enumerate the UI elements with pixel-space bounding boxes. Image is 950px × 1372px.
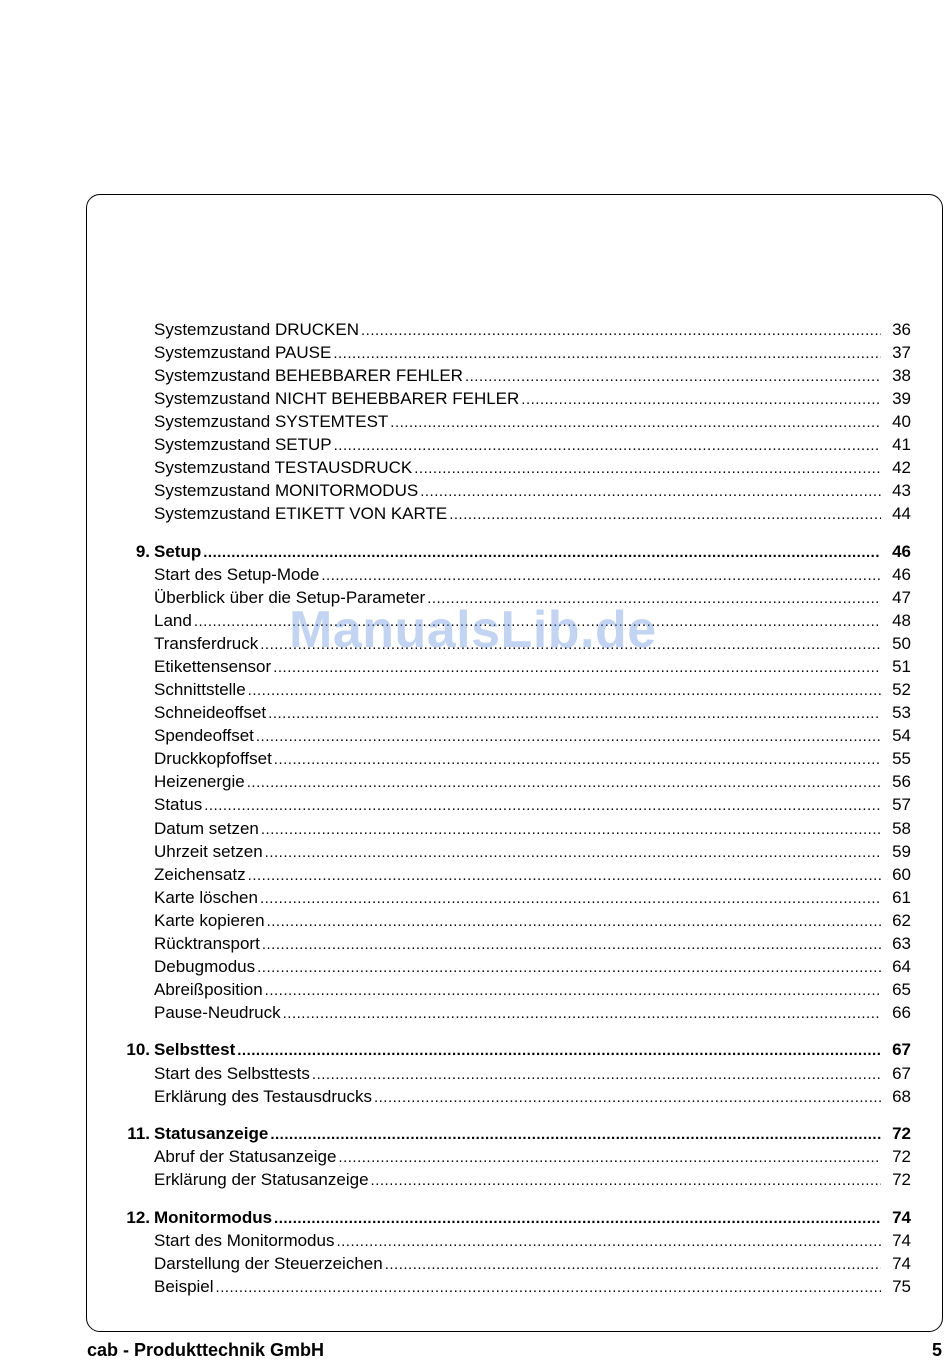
toc-row[interactable]: [154, 863, 911, 886]
toc-page-number: 66: [892, 1003, 911, 1022]
toc-entry-title: Uhrzeit setzen: [154, 842, 263, 861]
toc-page-number: 67: [892, 1040, 911, 1059]
toc-dot-leader: [261, 818, 881, 841]
toc-page-number: 46: [892, 542, 911, 561]
toc-dot-leader: [371, 1169, 881, 1192]
toc-chapter-number: 11.: [127, 1124, 150, 1143]
toc-entry-title: Start des Monitormodus: [154, 1231, 335, 1250]
toc-page-number: 74: [892, 1208, 911, 1227]
toc-chapter-row[interactable]: [127, 1122, 911, 1145]
toc-dot-leader: [427, 587, 881, 610]
toc-dot-leader: [262, 933, 881, 956]
toc-row[interactable]: [154, 318, 911, 341]
toc-dot-leader: [449, 503, 881, 526]
toc-page-number: 55: [892, 749, 911, 768]
toc-row[interactable]: [154, 840, 911, 863]
toc-chapter-number: 12.: [126, 1208, 150, 1227]
toc-row[interactable]: [154, 1085, 911, 1108]
toc-dot-leader: [312, 1063, 881, 1086]
toc-entry-title: Erklärung des Testausdrucks: [154, 1087, 372, 1106]
toc-dot-leader: [265, 841, 881, 864]
toc-page-number: 50: [892, 634, 911, 653]
toc-row[interactable]: [154, 978, 911, 1001]
watermark: ManualsLib.de: [289, 601, 657, 659]
toc-page-number: 43: [892, 481, 911, 500]
toc-dot-leader: [420, 480, 881, 503]
toc-row[interactable]: [154, 655, 911, 678]
toc-row[interactable]: [154, 563, 911, 586]
toc-dot-leader: [274, 1207, 881, 1230]
toc-entry-title: Statusanzeige: [154, 1124, 269, 1143]
toc-row[interactable]: [154, 341, 911, 364]
toc-entry-title: Start des Setup-Mode: [154, 565, 320, 584]
toc-entry-title: Debugmodus: [154, 957, 256, 976]
toc-entry-title: Darstellung der Steuerzeichen: [154, 1254, 383, 1273]
toc-row[interactable]: [154, 1168, 911, 1191]
toc-row[interactable]: [154, 747, 911, 770]
toc-row[interactable]: [154, 1145, 911, 1168]
toc-page-number: 67: [892, 1064, 911, 1083]
toc-dot-leader: [270, 1123, 881, 1146]
toc-row[interactable]: [154, 955, 911, 978]
toc-page-number: 46: [892, 565, 911, 584]
toc-entry-title: Setup: [154, 542, 202, 561]
toc-dot-leader: [334, 434, 881, 457]
toc-row[interactable]: [154, 1252, 911, 1275]
toc-dot-leader: [216, 1276, 881, 1299]
toc-dot-leader: [385, 1253, 881, 1276]
toc-dot-leader: [274, 748, 881, 771]
toc-page-number: 53: [892, 703, 911, 722]
toc-row[interactable]: [154, 678, 911, 701]
toc-entry-title: Etikettensensor: [154, 657, 272, 676]
toc-page-number: 62: [892, 911, 911, 930]
toc-dot-leader: [333, 342, 881, 365]
toc-page-number: 65: [892, 980, 911, 999]
toc-row[interactable]: [154, 932, 911, 955]
toc-page-number: 44: [892, 504, 911, 523]
toc-row[interactable]: [154, 364, 911, 387]
toc-entry-title: Druckkopfoffset: [154, 749, 272, 768]
toc-row[interactable]: [154, 793, 911, 816]
toc-page-number: 72: [892, 1124, 911, 1143]
toc-entry-title: Spendeoffset: [154, 726, 254, 745]
toc-dot-leader: [248, 679, 881, 702]
toc-dot-leader: [273, 656, 881, 679]
toc-page-number: 61: [892, 888, 911, 907]
toc-row[interactable]: [154, 1229, 911, 1252]
toc-row[interactable]: [154, 387, 911, 410]
toc-entry-title: Systemzustand SETUP: [154, 435, 332, 454]
toc-page-number: 38: [892, 366, 911, 385]
toc-row[interactable]: [154, 1001, 911, 1024]
toc-row[interactable]: [154, 586, 911, 609]
footer-company: cab - Produkttechnik GmbH: [87, 1340, 325, 1360]
toc-entry-title: Karte kopieren: [154, 911, 265, 930]
toc-page-number: 36: [892, 320, 911, 339]
toc-dot-leader: [260, 633, 881, 656]
toc-entry-title: Rücktransport: [154, 934, 260, 953]
toc-page-number: 48: [892, 611, 911, 630]
toc-row[interactable]: [154, 1275, 911, 1298]
toc-row[interactable]: [154, 410, 911, 433]
toc-dot-leader: [265, 979, 881, 1002]
toc-page-number: 54: [892, 726, 911, 745]
toc-dot-leader: [283, 1002, 881, 1025]
toc-page-number: 57: [892, 795, 911, 814]
toc-entry-title: Systemzustand BEHEBBARER FEHLER: [154, 366, 463, 385]
toc-entry-title: Beispiel: [154, 1277, 214, 1296]
toc-page-number: 52: [892, 680, 911, 699]
toc-dot-leader: [361, 319, 881, 342]
toc-chapter-number: 9.: [135, 542, 150, 561]
toc-row[interactable]: [154, 817, 911, 840]
toc-row[interactable]: [154, 456, 911, 479]
toc-row[interactable]: [154, 701, 911, 724]
toc-chapter-row[interactable]: [126, 1038, 911, 1061]
toc-page-number: 41: [892, 435, 911, 454]
toc-page-number: 72: [892, 1147, 911, 1166]
toc-row[interactable]: [154, 1062, 911, 1085]
toc-row[interactable]: [154, 433, 911, 456]
footer-page-number: 5: [931, 1340, 942, 1360]
toc-chapter-row[interactable]: [126, 1206, 911, 1229]
toc-dot-leader: [465, 365, 881, 388]
toc-row[interactable]: [154, 909, 911, 932]
toc-page-number: 72: [892, 1170, 911, 1189]
toc-dot-leader: [194, 610, 881, 633]
toc-dot-leader: [247, 771, 881, 794]
toc-dot-leader: [257, 956, 881, 979]
toc-entry-title: Abruf der Statusanzeige: [154, 1147, 337, 1166]
toc-entry-title: Heizenergie: [154, 772, 245, 791]
toc-page-number: 68: [892, 1087, 911, 1106]
toc-page-number: 58: [892, 819, 911, 838]
toc-dot-leader: [414, 457, 881, 480]
toc-entry-title: Systemzustand PAUSE: [154, 343, 332, 362]
toc-entry-title: Pause-Neudruck: [154, 1003, 281, 1022]
toc-row[interactable]: [154, 632, 911, 655]
toc-entry-title: Schneideoffset: [154, 703, 267, 722]
toc-page-number: 37: [892, 343, 911, 362]
toc-page-number: 74: [892, 1231, 911, 1250]
toc-page-number: 59: [892, 842, 911, 861]
toc-page-number: 63: [892, 934, 911, 953]
toc-dot-leader: [521, 388, 881, 411]
toc-page-number: 47: [892, 588, 911, 607]
toc-entry-title: Systemzustand ETIKETT VON KARTE: [154, 504, 448, 523]
toc-row[interactable]: [154, 770, 911, 793]
toc-dot-leader: [204, 794, 881, 817]
toc-dot-leader: [256, 725, 881, 748]
toc-page-number: 64: [892, 957, 911, 976]
toc-entry-title: Monitormodus: [154, 1208, 273, 1227]
toc-dot-leader: [336, 1230, 881, 1253]
toc-row[interactable]: [154, 886, 911, 909]
toc-dot-leader: [267, 910, 881, 933]
toc-entry-title: Systemzustand TESTAUSDRUCK: [154, 458, 413, 477]
toc-entry-title: Status: [154, 795, 203, 814]
toc-entry-title: Erklärung der Statusanzeige: [154, 1170, 369, 1189]
toc-row[interactable]: [154, 609, 911, 632]
toc-dot-leader: [390, 411, 881, 434]
toc-chapter-number: 10.: [126, 1040, 150, 1059]
toc-dot-leader: [338, 1146, 881, 1169]
toc-entry-title: Systemzustand MONITORMODUS: [154, 481, 419, 500]
toc-row[interactable]: [154, 502, 911, 525]
toc-dot-leader: [237, 1039, 881, 1062]
toc-entry-title: Karte löschen: [154, 888, 258, 907]
toc-dot-leader: [321, 564, 881, 587]
toc-entry-title: Systemzustand DRUCKEN: [154, 320, 360, 339]
toc-entry-title: Transferdruck: [154, 634, 259, 653]
toc-entry-title: Selbsttest: [154, 1040, 236, 1059]
toc-dot-leader: [268, 702, 881, 725]
toc-dot-leader: [374, 1086, 881, 1109]
toc-page-number: 42: [892, 458, 911, 477]
toc-entry-title: Abreißposition: [154, 980, 263, 999]
toc-entry-title: Start des Selbsttests: [154, 1064, 310, 1083]
toc-page-number: 39: [892, 389, 911, 408]
toc-row[interactable]: [154, 479, 911, 502]
toc-page-number: 40: [892, 412, 911, 431]
toc-dot-leader: [260, 887, 881, 910]
toc-page-number: 75: [892, 1277, 911, 1296]
toc-entry-title: Überblick über die Setup-Parameter: [154, 588, 426, 607]
toc-row[interactable]: [154, 724, 911, 747]
toc-page-number: 74: [892, 1254, 911, 1273]
toc-dot-leader: [203, 541, 881, 564]
toc-entry-title: Systemzustand SYSTEMTEST: [154, 412, 389, 431]
toc-page-number: 51: [892, 657, 911, 676]
toc-dot-leader: [248, 864, 881, 887]
toc-page-number: 56: [892, 772, 911, 791]
toc-chapter-row[interactable]: [135, 540, 911, 563]
toc-page-number: 60: [892, 865, 911, 884]
toc-entry-title: Schnittstelle: [154, 680, 246, 699]
toc-entry-title: Land: [154, 611, 192, 630]
toc-entry-title: Systemzustand NICHT BEHEBBARER FEHLER: [154, 389, 520, 408]
toc-entry-title: Datum setzen: [154, 819, 259, 838]
toc-entry-title: Zeichensatz: [154, 865, 246, 884]
